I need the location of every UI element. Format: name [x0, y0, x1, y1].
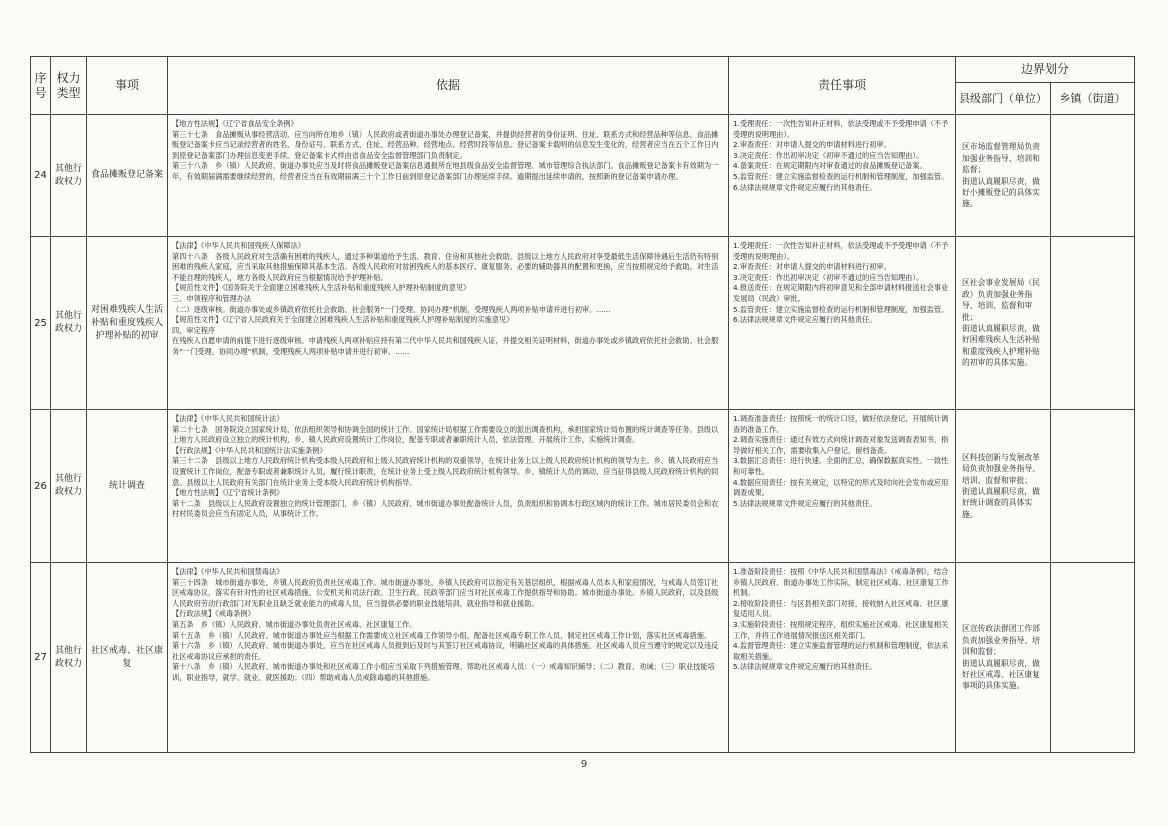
row-county-boundary — [956, 563, 1051, 753]
basis-paragraph: 第三十七条 食品摊贩从事经营活动，应当向所在地乡（镇）人民政府或者街道办事处办理登记备案，并提供经营者的身份证明、住址、联系方式和经营品种等信息。食品摊贩登记备案卡应当记录经营者的姓名、身份证号、联系方式、住址、经营品种、经营地点、经营时段等信息。登记备案卡载明的信息发生变化的，经营者应当在五个工作日内到原登记备案部门办理信息变更手续。登记备案卡式样由省食品安全监督管理部门负责制定。 — [172, 129, 719, 160]
duty-item: 1.受理责任：一次性告知补正材料，依法受理或不予受理申请（不予受理的说明理由）。 — [733, 241, 949, 261]
county-boundary-line: 区市场监督管理局负责加强业务指导、培训和监督； — [962, 142, 1040, 175]
row-seq: 24 — [31, 115, 51, 237]
duty-item: 2.审查责任：对申请人提交的申请材料进行初审。 — [733, 262, 891, 272]
basis-paragraph: 【法律】《中华人民共和国禁毒法》 — [172, 567, 284, 576]
duty-item: 6.法律法规规章文件规定应履行的其他责任。 — [733, 182, 877, 192]
row-duty — [729, 237, 956, 410]
header-town: 乡镇（街道） — [1051, 83, 1135, 115]
row-basis — [168, 410, 729, 563]
county-boundary-line: 区宣传政法群团工作部负责加强业务指导、培训和监督； — [962, 624, 1040, 657]
row-basis — [168, 115, 729, 237]
basis-paragraph: 【法律】《中华人民共和国统计法》 — [172, 414, 284, 423]
duty-item: 5.法律法规规章文件规定应履行的其他责任。 — [733, 498, 877, 508]
basis-paragraph: 在残疾人自愿申请的前提下进行逐级审核。申请残疾人两项补贴应持有第二代中华人民共和国残疾人证，并提交相关证明材料，街道办事处或乡镇政府依托社会救助、社会服务“一门受理、协同办理”机制，受理残疾人两项补贴申请并进行初审。…… — [172, 336, 719, 356]
table-row — [31, 115, 1135, 237]
header-item: 事项 — [87, 57, 168, 115]
basis-paragraph: 第十八条 乡（镇）人民政府、城市街道办事处和社区戒毒工作小组应当采取下列措施管理、帮助社区戒毒人员：（一）戒毒知识辅导；（二）教育、劝诫；（三）职业技能培训，职业指导，就学、就业、就医援助；（四）帮助戒毒人员戒除毒瘾的其他措施。 — [172, 662, 715, 682]
basis-paragraph: 第三十四条 城市街道办事处、乡镇人民政府负责社区戒毒工作。城市街道办事处、乡镇人民政府可以指定有关基层组织，根据戒毒人员本人和家庭情况，与戒毒人员签订社区戒毒协议，落实有针对性的社区戒毒措施。公安机关和司法行政、卫生行政、民政等部门应当对社区戒毒工作提供指导和协助。城市街道办事处、乡镇人民政府，以及县级人民政府劳动行政部门对无职业且缺乏就业能力的戒毒人员，应当提供必要的职业技能培训、就业指导和就业援助。 — [172, 577, 719, 608]
table-row — [31, 563, 1135, 753]
duty-item: 4.监督管理责任：建立实施监督管理的运行机制和管理制度，依法采取相关措施。 — [733, 641, 949, 661]
basis-paragraph: 第十六条 乡（镇）人民政府、城市街道办事处，应当在社区戒毒人员报到后及时与其签订社区戒毒协议，明确社区戒毒的具体措施、社区戒毒人员应当遵守的规定以及违反社区戒毒协议应承担的责任。 — [172, 641, 719, 661]
basis-paragraph: 【规范性文件】《辽宁省人民政府关于全面建立困难残疾人生活补贴和重度残疾人护理补贴制度的实施意见》 — [172, 315, 514, 325]
county-boundary-line: 街道认真履职尽责，做好小摊贩登记的具体实施。 — [962, 176, 1040, 209]
row-item: 统计调查 — [87, 410, 168, 563]
row-county-boundary — [956, 410, 1051, 563]
power-list-table — [30, 56, 1135, 753]
row-seq: 27 — [31, 563, 51, 753]
row-duty — [729, 410, 956, 563]
basis-paragraph: 【地方性法规】《辽宁省统计条例》 — [172, 488, 284, 498]
row-basis — [168, 563, 729, 753]
header-boundary: 边界划分 — [956, 57, 1135, 83]
header-seq: 序号 — [31, 57, 51, 115]
duty-item: 4.报送责任：在规定期限内将初审意见和全部申请材料报送社会事业发展局（民政）审批。 — [733, 283, 949, 303]
row-county-boundary — [956, 237, 1051, 410]
duty-item: 1.准备阶段责任：按照《中华人民共和国禁毒法》《戒毒条例》，结合乡镇人民政府、街道办事处工作实际，制定社区戒毒、社区康复工作机制。 — [733, 567, 949, 598]
duty-item: 5.监管责任：建立实施监督检查的运行机制和管理制度，加强监管。 — [733, 304, 949, 314]
basis-paragraph: 三、申领程序和管理办法 — [172, 293, 252, 303]
county-boundary-line: 区社会事业发展局（民政）负责加强业务指导、培训、监督和审批； — [962, 278, 1040, 322]
basis-paragraph: 第十五条 乡（镇）人民政府、城市街道办事处应当根据工作需要成立社区戒毒工作领导小组，配备社区戒毒专职工作人员，制定社区戒毒工作计划，落实社区戒毒措施。 — [172, 630, 712, 640]
basis-paragraph: 第三十二条 县级以上地方人民政府统计机构受本级人民政府和上级人民政府统计机构的双重领导，在统计业务上以上级人民政府统计机构的领导为主。乡、镇人民政府应当设置统计工作岗位，配备专职或者兼职统计人员，履行统计职责，在统计业务上受上级人民政府统计机构领导。乡、镇统计人员的调动，应当征得县级人民政府统计机构的同意。县级以上人民政府有关部门在统计业务上受本级人民政府统计机构指导。 — [172, 456, 719, 487]
duty-item: 2.调查实施责任：通过有效方式向统计调查对象发送调查表知书，指导做好相关工作，需要收集入户登记，留档备查。 — [733, 435, 949, 455]
county-boundary-line: 街道认真履职尽责，做好统计调查的具体实施。 — [962, 487, 1040, 519]
header-kind: 权力类型 — [51, 57, 87, 115]
duty-item: 3.实施阶段责任：按照规定程序，组织实施社区戒毒、社区康复相关工作，并将工作进展情况报送区相关部门。 — [733, 619, 949, 640]
duty-item: 3.决定责任：作出初审决定（初审不通过的应当告知理由）。 — [733, 150, 924, 160]
row-seq: 26 — [31, 410, 51, 563]
row-town-boundary — [1051, 563, 1135, 753]
basis-paragraph: 第十二条 县级以上人民政府设置独立的统计管理部门，乡（镇）人民政府、城市街道办事处配备统计人员，负责组织和协调本行政区域内的统计工作。城市居民委员会和农村村民委员会应当有固定人员，从事统计工作。 — [172, 498, 719, 519]
basis-paragraph: （二）逐级审核。街道办事处或乡镇政府依托社会救助、社会服务“一门受理、协同办理”机制，受理残疾人两项补贴申请并进行初审。…… — [172, 304, 611, 314]
row-town-boundary — [1051, 410, 1135, 563]
row-duty — [729, 115, 956, 237]
row-kind: 其他行政权力 — [51, 237, 87, 410]
duty-item: 2.审查责任：对申请人提交的申请材料进行初审。 — [733, 140, 891, 150]
row-item: 食品摊贩登记备案 — [87, 115, 168, 237]
row-basis — [168, 237, 729, 410]
duty-item: 6.法律法规规章文件规定应履行的其他责任。 — [733, 315, 877, 325]
basis-paragraph: 【法律】《中华人民共和国残疾人保障法》 — [172, 241, 305, 250]
row-kind: 其他行政权力 — [51, 410, 87, 563]
duty-item: 4.数据应用责任：按有关规定，以特定的形式及时向社会发布或应用调查成果。 — [733, 477, 949, 498]
header-county: 县级部门（单位） — [956, 83, 1051, 115]
duty-item: 5.监管责任：建立实施监督检查的运行机制和管理制度，加强监管。 — [733, 171, 949, 181]
header-basis: 依据 — [168, 57, 729, 115]
table-row — [31, 237, 1135, 410]
row-seq: 25 — [31, 237, 51, 410]
county-boundary-line: 街道认真履职尽责，做好困难残疾人生活补贴和重度残疾人护理补贴的初审的具体实施。 — [962, 324, 1040, 368]
duty-item: 5.法律法规规章文件规定应履行的其他责任。 — [733, 662, 877, 672]
basis-paragraph: 第五条 乡（镇）人民政府、城市街道办事处负责社区戒毒、社区康复工作。 — [172, 619, 417, 629]
row-item: 对困难残疾人生活补贴和重度残疾人护理补贴的初审 — [87, 237, 168, 410]
basis-paragraph: 四、审定程序 — [172, 325, 216, 335]
county-boundary-line: 区科技创新与发展改革局负责加强业务指导、培训、监督和审批； — [962, 452, 1040, 485]
page-number: 9 — [580, 759, 588, 770]
duty-item: 1.受理责任：一次性告知补正材料，依法受理或不予受理申请（不予受理的说明理由）。 — [733, 119, 949, 139]
duty-item: 2.接收阶段责任：与区县相关部门对接，接收纳入社区戒毒、社区康复适用人员。 — [733, 598, 949, 619]
basis-paragraph: 【行政法规】《中华人民共和国统计法实施条例》 — [172, 445, 327, 455]
row-duty — [729, 563, 956, 753]
basis-paragraph: 第四十八条 各级人民政府对生活确有困难的残疾人，通过多种渠道给予生活、教育、住房和其他社会救助。县级以上地方人民政府对享受最低生活保障待遇后生活仍有特别困难的残疾人家庭，应当采取其他措施保障其基本生活。各级人民政府对贫困残疾人的基本医疗、康复服务、必要的辅助器具的配置和更换，应当按照规定给予救助。对生活不能自理的残疾人，地方各级人民政府应当根据情况给予护理补贴。 — [172, 251, 719, 282]
duty-item: 3.数据汇总责任：进行快速、全面的汇总，确保数据真实性、一致性和可靠性。 — [733, 456, 949, 476]
row-kind: 其他行政权力 — [51, 563, 87, 753]
basis-paragraph: 【行政法规】《戒毒条例》 — [172, 609, 255, 619]
row-town-boundary — [1051, 115, 1135, 237]
basis-paragraph: 【地方性法规】《辽宁省食品安全条例》 — [172, 119, 298, 128]
basis-paragraph: 【规范性文件】《国务院关于全面建立困难残疾人生活补贴和重度残疾人护理补贴制度的意见》 — [172, 283, 471, 293]
header-duty: 责任事项 — [729, 57, 956, 115]
county-boundary-line: 街道认真履职尽责，做好社区戒毒、社区康复事项的具体实施。 — [962, 658, 1040, 691]
duty-item: 4.备案责任：在规定期限内对审查通过的食品摊贩登记备案。 — [733, 161, 927, 171]
table-row — [31, 410, 1135, 563]
row-county-boundary — [956, 115, 1051, 237]
basis-paragraph: 第三十八条 乡（镇）人民政府、街道办事处应当及时将食品摊贩登记备案信息通报所在地县级食品安全监督管理、城市管理综合执法部门。食品摊贩登记备案卡有效期为一年，有效期届满需要继续经营的，经营者应当在有效期届满三十个工作日前到原登记备案部门办理延续手续。逾期提出延续申请的，按照新的登记备案申请办理。 — [172, 161, 719, 181]
duty-item: 3.决定责任：作出初审决定（初审不通过的应当告知理由）。 — [733, 272, 924, 282]
row-town-boundary — [1051, 237, 1135, 410]
row-item: 社区戒毒、社区康复 — [87, 563, 168, 753]
duty-item: 1.调查准备责任：按照统一的统计口径，做好依法登记、开展统计调查的准备工作。 — [733, 414, 949, 434]
basis-paragraph: 第二十七条 国务院设立国家统计局，依法组织领导和协调全国的统计工作。国家统计局根据工作需要设立的派出调查机构，承担国家统计局布置的统计调查等任务。县级以上地方人民政府设立独立的统计机构，乡、镇人民政府设置统计工作岗位，配备专职或者兼职统计人员，依法管理、开展统计工作，实施统计调查。 — [172, 424, 719, 445]
row-kind: 其他行政权力 — [51, 115, 87, 237]
